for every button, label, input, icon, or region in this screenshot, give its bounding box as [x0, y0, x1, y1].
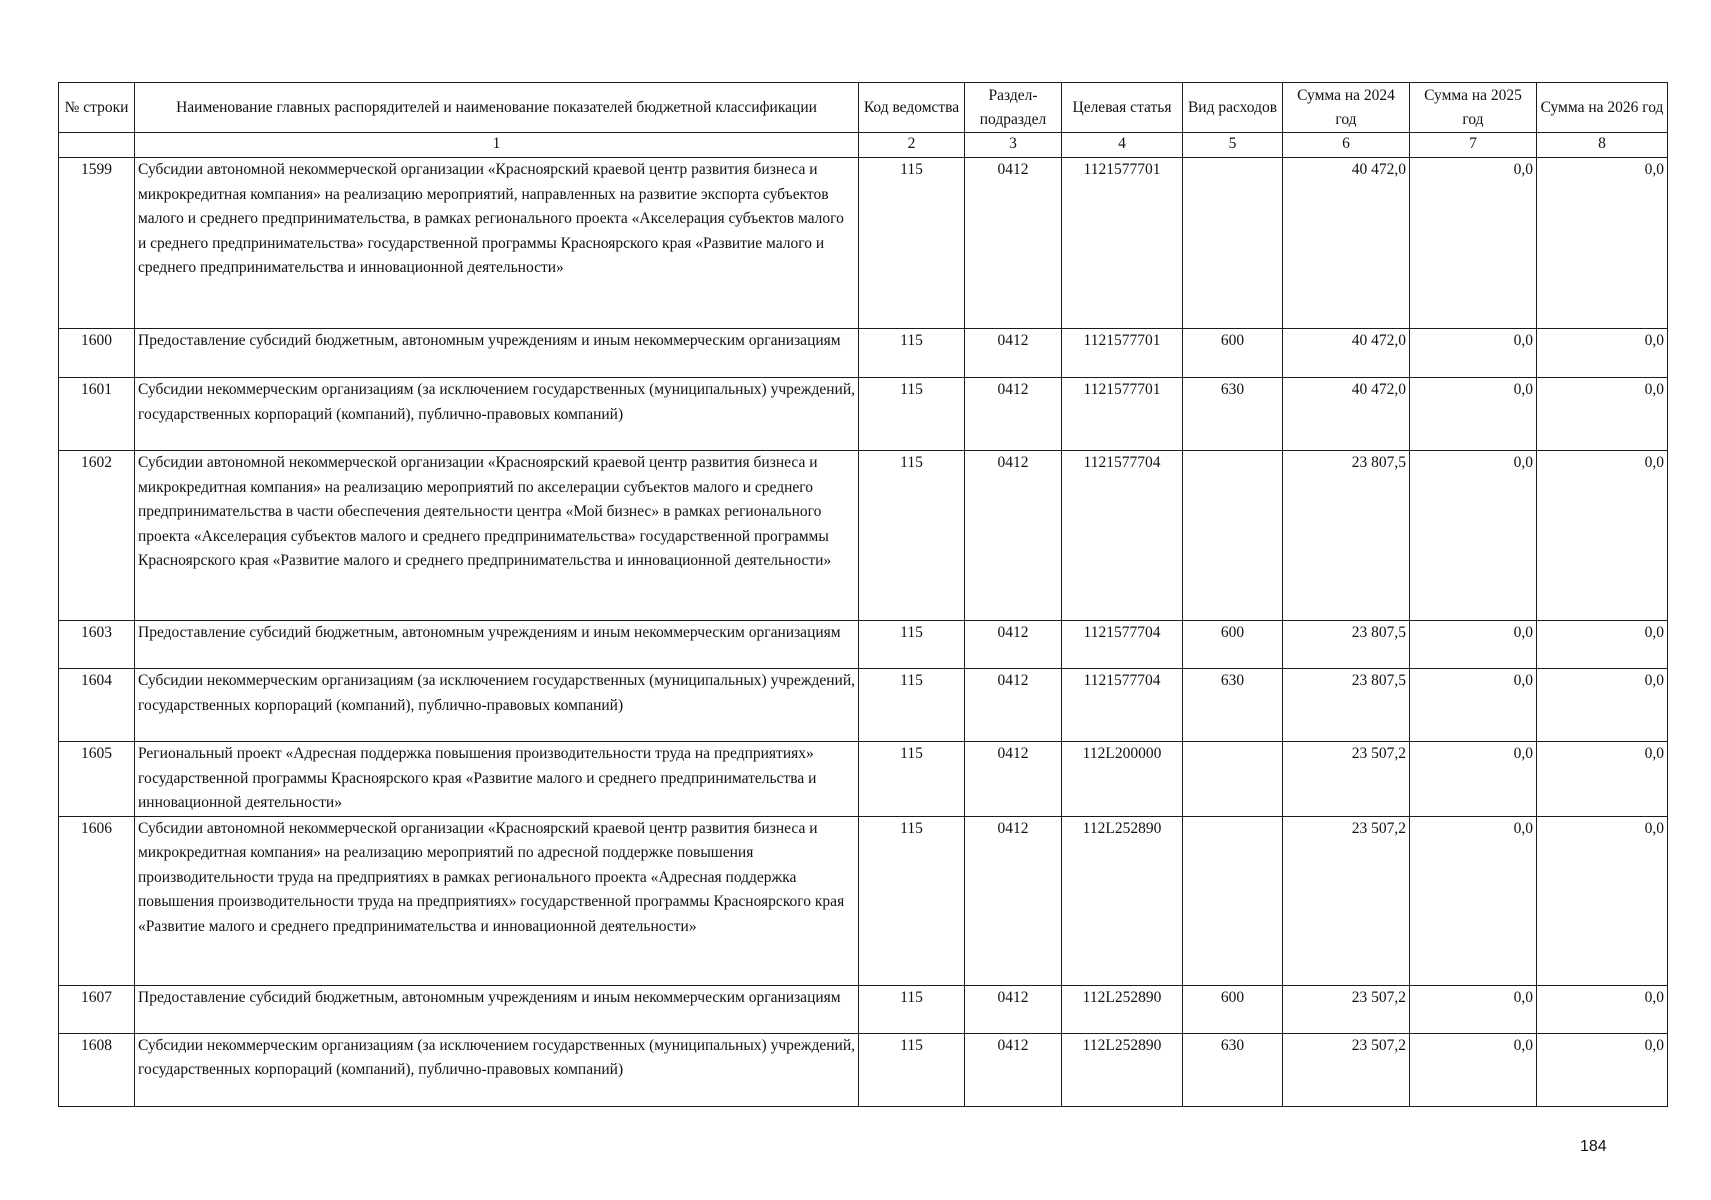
department-code-cell: 115: [859, 1033, 965, 1106]
sum-2026-cell: 0,0: [1537, 669, 1668, 742]
sum-2024-cell: 23 807,5: [1283, 669, 1410, 742]
sum-2026-cell: 0,0: [1537, 158, 1668, 329]
sum-2024-cell: 40 472,0: [1283, 329, 1410, 378]
sum-2026-cell: 0,0: [1537, 742, 1668, 817]
column-number-cell: 5: [1183, 133, 1283, 158]
row-number-cell: 1605: [59, 742, 135, 817]
expense-type-cell: 630: [1183, 378, 1283, 451]
row-number-cell: 1604: [59, 669, 135, 742]
sum-2024-cell: 23 807,5: [1283, 451, 1410, 621]
expense-type-cell: [1183, 816, 1283, 985]
table-row: [59, 158, 1668, 329]
department-code-cell: 115: [859, 451, 965, 621]
target-article-cell: 1121577701: [1062, 158, 1183, 329]
row-name-cell: Предоставление субсидий бюджетным, автономным учреждениям и иным некоммерческим организациям: [135, 985, 859, 1033]
sum-2025-cell: 0,0: [1410, 985, 1537, 1033]
department-code-cell: 115: [859, 742, 965, 817]
column-number-cell: [59, 133, 135, 158]
table-body: [59, 158, 1668, 1107]
column-number-cell: 3: [965, 133, 1062, 158]
section-cell: 0412: [965, 669, 1062, 742]
sum-2024-cell: 23 807,5: [1283, 621, 1410, 669]
column-number-cell: 1: [135, 133, 859, 158]
header-cell: Вид расходов: [1183, 83, 1283, 133]
row-number-cell: 1601: [59, 378, 135, 451]
column-number-cell: 6: [1283, 133, 1410, 158]
expense-type-cell: 600: [1183, 621, 1283, 669]
header-cell: Сумма на 2026 год: [1537, 83, 1668, 133]
column-number-cell: 7: [1410, 133, 1537, 158]
expense-type-cell: 630: [1183, 669, 1283, 742]
row-number-cell: 1602: [59, 451, 135, 621]
expense-type-cell: [1183, 451, 1283, 621]
target-article-cell: 1121577701: [1062, 329, 1183, 378]
sum-2026-cell: 0,0: [1537, 451, 1668, 621]
sum-2025-cell: 0,0: [1410, 451, 1537, 621]
expense-type-cell: [1183, 158, 1283, 329]
row-number-cell: 1607: [59, 985, 135, 1033]
row-name-cell: Субсидии некоммерческим организациям (за исключением государственных (муниципальных) учреждений, государственных корпораций (компаний), публично-правовых компаний): [135, 1033, 859, 1106]
section-cell: 0412: [965, 158, 1062, 329]
row-number-cell: 1608: [59, 1033, 135, 1106]
header-cell: Целевая статья: [1062, 83, 1183, 133]
row-number-cell: 1606: [59, 816, 135, 985]
section-cell: 0412: [965, 329, 1062, 378]
expense-type-cell: 600: [1183, 329, 1283, 378]
department-code-cell: 115: [859, 816, 965, 985]
sum-2025-cell: 0,0: [1410, 378, 1537, 451]
table-row: [59, 621, 1668, 669]
sum-2024-cell: 40 472,0: [1283, 158, 1410, 329]
table-row: [59, 1033, 1668, 1106]
table-row: [59, 451, 1668, 621]
section-cell: 0412: [965, 816, 1062, 985]
row-name-cell: Субсидии некоммерческим организациям (за исключением государственных (муниципальных) учреждений, государственных корпораций (компаний), публично-правовых компаний): [135, 669, 859, 742]
header-cell: Раздел-подраздел: [965, 83, 1062, 133]
section-cell: 0412: [965, 621, 1062, 669]
column-number-cell: 8: [1537, 133, 1668, 158]
sum-2026-cell: 0,0: [1537, 621, 1668, 669]
header-row: [59, 83, 1668, 133]
section-cell: 0412: [965, 1033, 1062, 1106]
row-name-cell: Субсидии автономной некоммерческой организации «Красноярский краевой центр развития бизнеса и микрокредитная компания» на реализацию мероприятий по акселерации субъектов малого и среднего предпринимательства в части обеспечения деятельности центра «Мой бизнес» в рамках регионального проекта «Акселерация субъектов малого и среднего предпринимательства» государственной программы Красноярского края «Развитие малого и среднего предпринимательства и инновационной деятельности»: [135, 451, 859, 621]
sum-2025-cell: 0,0: [1410, 669, 1537, 742]
target-article-cell: 112L252890: [1062, 1033, 1183, 1106]
sum-2024-cell: 23 507,2: [1283, 985, 1410, 1033]
section-cell: 0412: [965, 742, 1062, 817]
budget-table: [58, 82, 1668, 1107]
sum-2026-cell: 0,0: [1537, 378, 1668, 451]
row-name-cell: Региональный проект «Адресная поддержка повышения производительности труда на предприятиях» государственной программы Красноярского края «Развитие малого и среднего предпринимательства и инновационной деятельности»: [135, 742, 859, 817]
table-header: [59, 83, 1668, 158]
row-name-cell: Субсидии автономной некоммерческой организации «Красноярский краевой центр развития бизнеса и микрокредитная компания» на реализацию мероприятий по адресной поддержке повышения производительности труда на предприятиях в рамках регионального проекта «Адресная поддержка повышения производительности труда на предприятиях» государственной программы Красноярского края «Развитие малого и среднего предпринимательства и инновационной деятельности»: [135, 816, 859, 985]
row-name-cell: Предоставление субсидий бюджетным, автономным учреждениям и иным некоммерческим организациям: [135, 329, 859, 378]
sum-2025-cell: 0,0: [1410, 621, 1537, 669]
header-cell: Код ведомства: [859, 83, 965, 133]
sum-2026-cell: 0,0: [1537, 985, 1668, 1033]
table-row: [59, 816, 1668, 985]
sum-2026-cell: 0,0: [1537, 816, 1668, 985]
department-code-cell: 115: [859, 329, 965, 378]
table-row: [59, 985, 1668, 1033]
section-cell: 0412: [965, 378, 1062, 451]
sum-2025-cell: 0,0: [1410, 158, 1537, 329]
expense-type-cell: 600: [1183, 985, 1283, 1033]
department-code-cell: 115: [859, 378, 965, 451]
sum-2024-cell: 23 507,2: [1283, 742, 1410, 817]
section-cell: 0412: [965, 985, 1062, 1033]
sum-2024-cell: 23 507,2: [1283, 816, 1410, 985]
column-number-row: [59, 133, 1668, 158]
row-name-cell: Субсидии автономной некоммерческой организации «Красноярский краевой центр развития бизнеса и микрокредитная компания» на реализацию мероприятий, направленных на развитие экспорта субъектов малого и среднего предпринимательства, в рамках регионального проекта «Акселерация субъектов малого и среднего предпринимательства» государственной программы Красноярского края «Развитие малого и среднего предпринимательства и инновационной деятельности»: [135, 158, 859, 329]
row-number-cell: 1600: [59, 329, 135, 378]
department-code-cell: 115: [859, 621, 965, 669]
target-article-cell: 1121577704: [1062, 669, 1183, 742]
sum-2025-cell: 0,0: [1410, 816, 1537, 985]
table-row: [59, 742, 1668, 817]
header-cell: Сумма на 2024 год: [1283, 83, 1410, 133]
header-cell: Наименование главных распорядителей и наименование показателей бюджетной классификации: [135, 83, 859, 133]
table-row: [59, 669, 1668, 742]
target-article-cell: 1121577704: [1062, 451, 1183, 621]
header-cell: Сумма на 2025 год: [1410, 83, 1537, 133]
target-article-cell: 1121577701: [1062, 378, 1183, 451]
page-number: 184: [1580, 1138, 1607, 1155]
expense-type-cell: [1183, 742, 1283, 817]
target-article-cell: 112L252890: [1062, 985, 1183, 1033]
department-code-cell: 115: [859, 985, 965, 1033]
row-name-cell: Субсидии некоммерческим организациям (за исключением государственных (муниципальных) учреждений, государственных корпораций (компаний), публично-правовых компаний): [135, 378, 859, 451]
section-cell: 0412: [965, 451, 1062, 621]
target-article-cell: 112L252890: [1062, 816, 1183, 985]
column-number-cell: 4: [1062, 133, 1183, 158]
column-number-cell: 2: [859, 133, 965, 158]
target-article-cell: 112L200000: [1062, 742, 1183, 817]
header-cell: № строки: [59, 83, 135, 133]
department-code-cell: 115: [859, 158, 965, 329]
sum-2026-cell: 0,0: [1537, 1033, 1668, 1106]
sum-2025-cell: 0,0: [1410, 329, 1537, 378]
sum-2025-cell: 0,0: [1410, 1033, 1537, 1106]
table-row: [59, 329, 1668, 378]
row-name-cell: Предоставление субсидий бюджетным, автономным учреждениям и иным некоммерческим организациям: [135, 621, 859, 669]
sum-2024-cell: 40 472,0: [1283, 378, 1410, 451]
sum-2026-cell: 0,0: [1537, 329, 1668, 378]
sum-2025-cell: 0,0: [1410, 742, 1537, 817]
expense-type-cell: 630: [1183, 1033, 1283, 1106]
target-article-cell: 1121577704: [1062, 621, 1183, 669]
row-number-cell: 1603: [59, 621, 135, 669]
department-code-cell: 115: [859, 669, 965, 742]
sum-2024-cell: 23 507,2: [1283, 1033, 1410, 1106]
table-row: [59, 378, 1668, 451]
row-number-cell: 1599: [59, 158, 135, 329]
